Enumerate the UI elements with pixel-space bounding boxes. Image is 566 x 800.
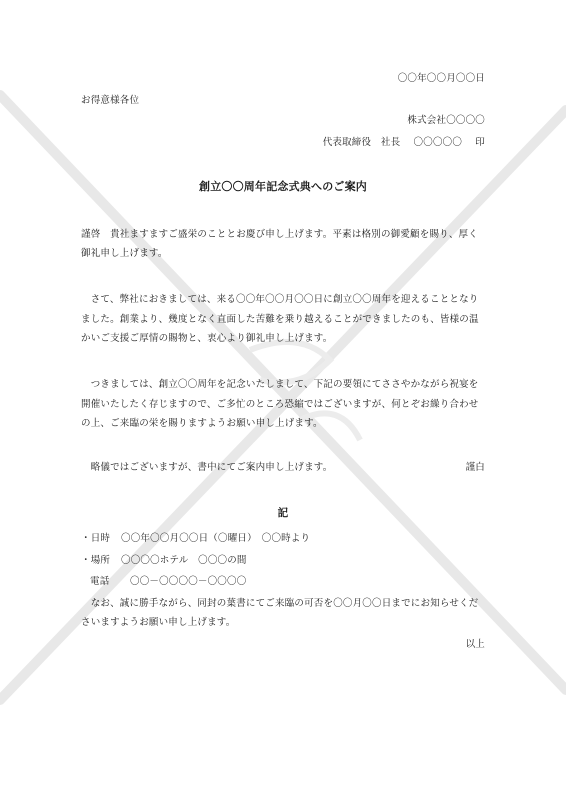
paragraph-2-line-2: ました。創業より、幾度となく直面した苦難を乗り越えることができましたのも、皆様の温 [81,314,479,325]
document-date: 〇〇年〇〇月〇〇日 [397,73,485,84]
sender-line [323,136,485,149]
recipient: お得意様各位 [81,95,140,106]
closing-text: 略儀ではございますが、書中にてご案内申し上げます。 [81,462,333,473]
date-value: 〇〇年〇〇月〇〇日（〇曜日） 〇〇時より [121,533,311,544]
notes-heading: 記 [277,507,289,519]
document-title: 創立〇〇周年記念式典へのご案内 [199,180,367,193]
paragraph-2-line-3: かいご支援ご厚情の賜物と、衷心より御礼申し上げます。 [81,333,333,344]
place-value: 〇〇〇〇ホテル 〇〇〇の間 [121,555,247,566]
sender-name: 〇〇〇〇〇 [413,137,463,148]
company-name: 株式会社〇〇〇〇 [407,115,485,126]
rsvp-line-2: さいますようお願い申し上げます。 [81,617,236,628]
phone-label: 電話 [90,576,110,587]
paragraph-3-line-1: つきましては、創立〇〇周年を記念いたしまして、下記の要領にてささやかながら祝宴を [81,379,479,390]
end-marker: 以上 [465,639,485,650]
rsvp-line-1: なお、誠に勝手ながら、同封の葉書にてご来臨の可否を〇〇月〇〇日までにお知らせくだ [81,598,479,609]
sender-title: 代表取締役 社長 [322,137,401,148]
event-date-row [81,532,310,545]
seal-mark: 印 [475,137,485,148]
paragraph-1-line-1: 謹啓 貴社ますますご盛栄のこととお慶び申し上げます。平素は格別の御愛顧を賜り、厚く [81,229,478,240]
event-place-row [81,554,247,567]
paragraph-2-line-1: さて、弊社におきましては、来る〇〇年〇〇月〇〇日に創立〇〇周年を迎えることとなり [81,294,479,305]
paragraph-3-line-3: の上、ご来臨の栄を賜りますようお願い申し上げます。 [81,418,323,429]
closing-line [81,461,485,474]
date-label: ・日時 [81,533,111,544]
paragraph-3-line-2: 開催いたしたく存じますので、ご多忙のところ恐縮ではございますが、何とぞお繰り合わせ [81,399,479,410]
event-phone-row [81,575,246,588]
paragraph-1-line-2: 御礼申し上げます。 [81,248,168,259]
closing-word: 謹白 [465,462,485,473]
place-label: ・場所 [81,555,111,566]
phone-value: 〇〇－〇〇〇〇－〇〇〇〇 [130,576,247,587]
